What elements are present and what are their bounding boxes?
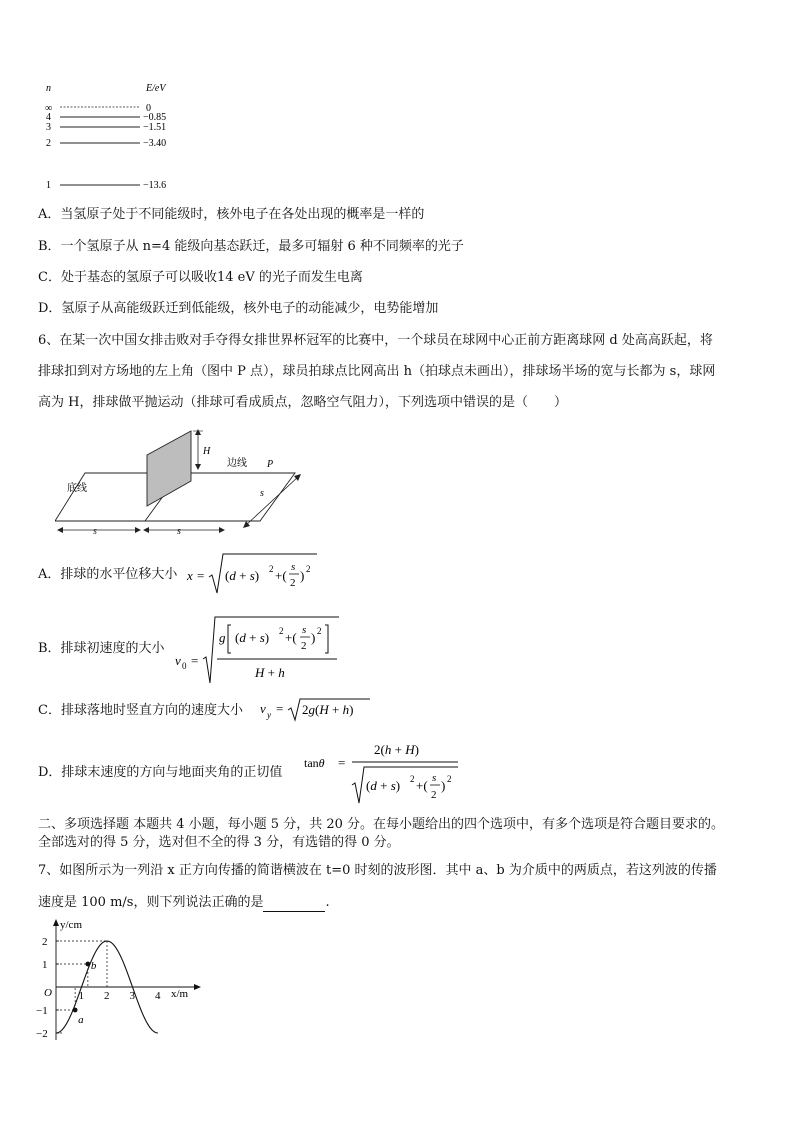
svg-text:+(: +( <box>275 568 287 583</box>
svg-text:2(h + H): 2(h + H) <box>374 742 419 757</box>
volleyball-court-figure <box>55 428 305 538</box>
x-axis-label: x/m <box>171 988 189 1000</box>
level-e-3: −1.51 <box>143 122 167 133</box>
s-label-right: s <box>260 488 264 499</box>
q6-stem-line1: 6、在某一次中国女排击败对手夺得女排世界杯冠军的比赛中，一个球员在球网中心正前方距离球网 d 处高高跃起，将 <box>38 333 713 348</box>
svg-text:+(: +( <box>285 630 297 645</box>
svg-text:2: 2 <box>447 774 452 784</box>
svg-text:s: s <box>291 561 296 573</box>
level-e-1: −13.6 <box>143 180 167 191</box>
x-tick-label: 4 <box>155 990 161 1002</box>
svg-text:(d + s): (d + s) <box>225 568 260 583</box>
svg-text:): ) <box>311 630 316 645</box>
x-tick-label: 2 <box>104 990 110 1002</box>
formula-a <box>185 551 325 597</box>
svg-text:2: 2 <box>410 774 415 784</box>
section2-heading-line2: 全部选对的得 5 分，选对但不全的得 3 分，有选错的得 0 分。 <box>38 835 400 850</box>
net <box>147 431 191 506</box>
answer-blank[interactable] <box>263 899 325 912</box>
svg-text:=: = <box>191 653 199 668</box>
q7-stem-line2-text: 速度是 100 m/s，则下列说法正确的是 <box>38 895 264 910</box>
base-line-label: 底线 <box>67 483 87 494</box>
y-tick-label: −2 <box>36 1028 48 1040</box>
svg-text:s: s <box>302 624 307 636</box>
p-label: P <box>267 459 274 470</box>
n-label: n <box>46 83 51 94</box>
q6-option-a: A．排球的水平位移大小 <box>38 567 178 582</box>
svg-text:(d + s): (d + s) <box>235 630 270 645</box>
svg-text:=: = <box>276 701 284 716</box>
formula-b <box>173 613 343 685</box>
svg-text:x: x <box>187 568 193 583</box>
svg-text:): ) <box>441 778 446 793</box>
level-n-2: 2 <box>46 138 51 149</box>
q6-stem-line3: 高为 H，排球做平抛运动（排球可看成质点，忽略空气阻力），下列选项中错误的是（ ） <box>38 395 567 410</box>
q5-option-a: A．当氢原子处于不同能级时，核外电子在各处出现的概率是一样的 <box>38 207 425 222</box>
origin-label: O <box>44 987 52 999</box>
svg-text:2: 2 <box>279 626 284 636</box>
s-label-bottom-1: s <box>93 526 97 537</box>
y-tick-label: −1 <box>36 1005 48 1017</box>
q7-stem-line2: 速度是 100 m/s，则下列说法正确的是 . <box>38 895 330 910</box>
formula-d <box>302 737 462 807</box>
x-tick-label: 1 <box>78 990 84 1002</box>
y-tick-label: 2 <box>42 936 48 948</box>
svg-text:tanθ: tanθ <box>304 756 325 770</box>
q6-option-d: D．排球末速度的方向与地面夹角的正切值 <box>38 765 283 780</box>
svg-text:=: = <box>197 568 205 583</box>
svg-text:v: v <box>175 653 181 668</box>
level-n-inf: ∞ <box>45 103 53 114</box>
q6-option-b: B．排球初速度的大小 <box>38 641 165 656</box>
level-e-2: −3.40 <box>143 138 167 149</box>
level-e-4: −0.85 <box>143 112 167 123</box>
x-tick-label: 3 <box>129 990 135 1002</box>
svg-text:2g(H + h): 2g(H + h) <box>302 702 354 717</box>
svg-text:s: s <box>432 772 437 784</box>
svg-text:2: 2 <box>301 640 307 652</box>
formula-c <box>258 697 373 723</box>
e-label: E/eV <box>146 83 166 94</box>
particle-label-b: b <box>90 960 97 972</box>
q5-option-c: C．处于基态的氢原子可以吸收14 eV 的光子而发生电离 <box>38 270 363 285</box>
y-axis-arrow <box>53 919 59 926</box>
svg-text:y: y <box>267 710 271 720</box>
h-label: H <box>203 446 211 457</box>
energy-level-diagram <box>38 80 198 195</box>
svg-text:2: 2 <box>269 564 274 574</box>
q7-stem-line1: 7、如图所示为一列沿 x 正方向传播的简谐横波在 t=0 时刻的波形图．其中 a、b 为介质中的两质点，若这列波的传播 <box>38 863 717 878</box>
q6-option-c: C．排球落地时竖直方向的速度大小 <box>38 703 243 718</box>
level-e-inf: 0 <box>146 103 151 114</box>
svg-text:v: v <box>260 701 266 716</box>
y-axis-label: y/cm <box>60 919 82 931</box>
svg-text:g: g <box>219 630 226 645</box>
svg-text:+(: +( <box>416 778 428 793</box>
y-tick-label: 1 <box>42 959 48 971</box>
svg-text:): ) <box>300 568 305 583</box>
s-label-bottom-2: s <box>177 526 181 537</box>
level-n-3: 3 <box>46 122 51 133</box>
section2-heading-line1: 二、多项选择题 本题共 4 小题，每小题 5 分，共 20 分。在每小题给出的四个选项中，有多个选项是符合题目要求的。 <box>38 817 725 832</box>
q6-stem-line2: 排球扣到对方场地的左上角（图中 P 点），球员拍球点比网高出 h（拍球点未画出），排球场半场的宽与长都为 s，球网 <box>38 364 716 379</box>
particle-b <box>85 962 90 967</box>
q5-option-b: B．一个氢原子从 n=4 能级向基态跃迁，最多可辐射 6 种不同频率的光子 <box>38 239 464 254</box>
level-n-4: 4 <box>46 112 51 123</box>
edge-label: 边线 <box>227 458 247 469</box>
svg-text:(d + s): (d + s) <box>366 778 401 793</box>
q5-option-d: D．氢原子从高能级跃迁到低能级，核外电子的动能减少，电势能增加 <box>38 301 439 316</box>
svg-text:=: = <box>338 755 346 770</box>
svg-text:2: 2 <box>317 626 322 636</box>
svg-text:2: 2 <box>290 577 296 589</box>
particle-label-a: a <box>78 1014 84 1026</box>
x-axis-arrow <box>194 984 201 990</box>
svg-text:2: 2 <box>431 789 437 801</box>
svg-text:H + h: H + h <box>255 665 285 680</box>
svg-text:2: 2 <box>306 564 311 574</box>
svg-text:0: 0 <box>182 661 187 671</box>
level-n-1: 1 <box>46 180 51 191</box>
wave-chart <box>30 916 205 1046</box>
particle-a <box>73 1008 78 1013</box>
